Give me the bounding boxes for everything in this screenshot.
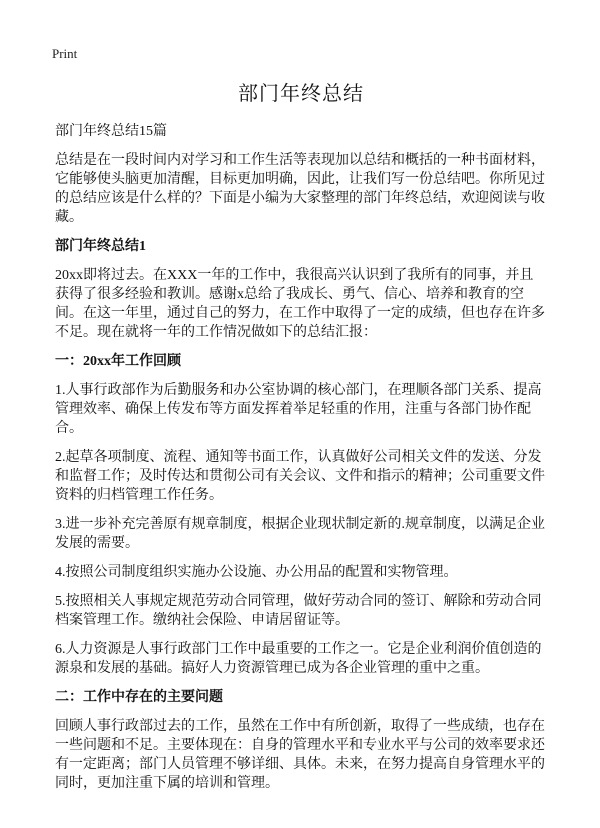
list-item: 5.按照相关人事规定规范劳动合同管理，做好劳动合同的签订、解除和劳动合同档案管理工作。缴纳社会保险、申请居留证等。	[55, 594, 542, 628]
document-body	[55, 80, 547, 803]
part2-paragraph: 回顾人事行政部过去的工作，虽然在工作中有所创新，取得了一些成绩，也存在一些问题和不足。主要体现在：自身的管理水平和专业水平与公司的效率要求还有一定距离；部门人员管理不够详细、具体。未来，在努力提高自身管理水平的同时，更加注重下属的培训和管理。	[55, 719, 545, 791]
section-heading: 部门年终总结1	[55, 239, 146, 254]
part2-heading: 二：工作中存在的主要问题	[55, 690, 223, 705]
list-item: 4.按照公司制度组织实施办公设施、办公用品的配置和实物管理。	[55, 565, 458, 580]
list-item: 1.人事行政部作为后勤服务和办公室协调的核心部门，在理顺各部门关系、提高管理效率、确保上传发布等方面发挥着举足轻重的作用，注重与各部门协作配合。	[55, 383, 542, 436]
list-item: 6.人力资源是人事行政部门工作中最重要的工作之一。它是企业利润价值创造的源泉和发展的基础。搞好人力资源管理已成为各企业管理的重中之重。	[55, 642, 542, 676]
list-item: 3.进一步补充完善原有规章制度，根据企业现状制定新的.规章制度，以满足企业发展的需要。	[55, 517, 545, 551]
intro-paragraph: 总结是在一段时间内对学习和工作生活等表现加以总结和概括的一种书面材料，它能够使头脑更加清醒，目标更加明确，因此，让我们写一份总结吧。你所见过的总结应该是什么样的？下面是小编为大家整理的部门年终总结，欢迎阅读与收藏。	[55, 153, 545, 225]
page-title: 部门年终总结	[238, 83, 364, 105]
subtitle: 部门年终总结15篇	[55, 124, 167, 139]
part1-heading: 一：20xx年工作回顾	[55, 354, 181, 369]
section-paragraph: 20xx即将过去。在XXX一年的工作中，我很高兴认识到了我所有的同事，并且获得了很多经验和教训。感谢x总给了我成长、勇气、信心、培养和教育的空间。在这一年里，通过自己的努力，在工作中取得了一定的成绩，但也存在许多不足。现在就将一年的工作情况做如下的总结汇报：	[55, 268, 545, 340]
print-link[interactable]: Print	[52, 46, 78, 61]
list-item: 2.起草各项制度、流程、通知等书面工作，认真做好公司相关文件的发送、分发和监督工作；及时传达和贯彻公司有关会议、文件和指示的精神；公司重要文件资料的归档管理工作任务。	[55, 450, 545, 503]
